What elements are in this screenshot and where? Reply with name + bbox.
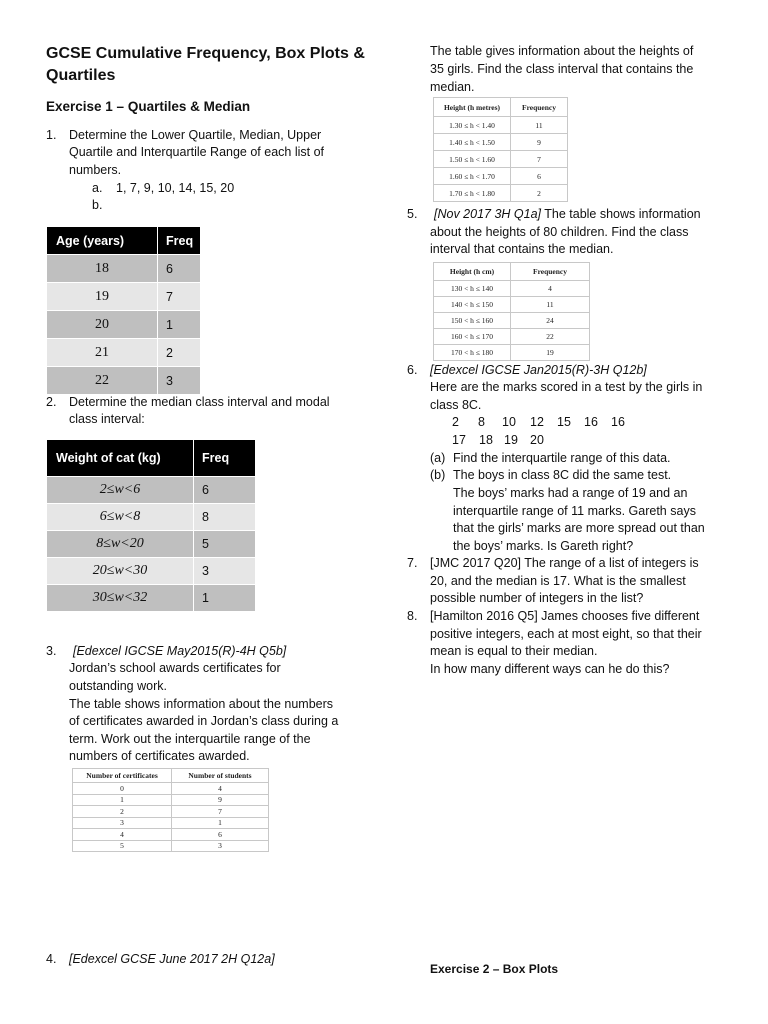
girls-intro-line: 35 girls. Find the class interval that contains the [430,62,694,76]
students-cell: 7 [172,806,269,818]
question-1a-list: 1, 7, 9, 10, 14, 15, 20 [116,181,235,195]
question-6b-text: The boys in class 8C did the same test. [453,468,672,482]
age-table-header-age: Age (years) [47,227,158,255]
table-row [73,840,269,852]
mark-value: 18 [479,433,493,447]
question-1-number: 1. [46,128,57,142]
table-row [73,794,269,806]
frequency-cell: 6 [511,168,568,185]
height-class-cell: 130 < h ≤ 140 [434,281,511,297]
question-6b-line: The boys’ marks had a range of 19 and an [453,486,688,500]
question-5-source: [Nov 2017 3H Q1a] [434,207,542,221]
age-cell: 20 [47,311,158,339]
frequency-cell: 9 [511,134,568,151]
table-row [47,283,201,311]
table-row [434,168,568,185]
question-7-line: 20, and the median is 17. What is the smallest [430,574,686,588]
freq-cell: 7 [158,283,201,311]
table-row [434,185,568,202]
exercise-2-heading: Exercise 2 – Box Plots [430,962,559,976]
frequency-cell: 22 [511,329,590,345]
question-7-line: [JMC 2017 Q20] The range of a list of integers is [430,556,699,570]
table-row [434,151,568,168]
weight-class-cell: 6≤w<8 [47,504,194,531]
girls-intro-line: median. [430,80,475,94]
frequency-header: Frequency [511,98,568,117]
question-8-line: In how many different ways can he do this? [430,662,670,676]
question-2-line: class interval: [69,412,145,426]
freq-cell: 5 [194,531,256,558]
weight-class-cell: 8≤w<20 [47,531,194,558]
question-6b-label: (b) [430,468,446,482]
question-1-line: Quartile and Interquartile Range of each list of [69,145,325,159]
certificates-table [72,768,269,852]
frequency-cell: 2 [511,185,568,202]
question-7-number: 7. [407,556,418,570]
table-row [73,783,269,795]
certificates-cell: 5 [73,840,172,852]
freq-cell: 8 [194,504,256,531]
age-table-header-freq: Freq [158,227,201,255]
students-cell: 9 [172,794,269,806]
question-4-number: 4. [46,952,57,966]
question-6a-text: Find the interquartile range of this data. [453,451,671,465]
question-6-source: [Edexcel IGCSE Jan2015(R)-3H Q12b] [430,363,647,377]
mark-value: 16 [611,415,625,429]
question-3-line: Jordan’s school awards certificates for [69,661,281,675]
table-row [47,477,256,504]
height-class-cell: 170 < h ≤ 180 [434,345,511,361]
certificates-cell: 2 [73,806,172,818]
table-row [47,504,256,531]
mark-value: 17 [452,433,466,447]
freq-cell: 3 [158,367,201,395]
age-cell: 22 [47,367,158,395]
question-8-line: positive integers, each at most eight, so that their [430,627,702,641]
students-cell: 3 [172,840,269,852]
question-6b-line: the boys’ marks. Is Gareth right? [453,539,634,553]
students-cell: 1 [172,817,269,829]
question-3-line: The table shows information about the numbers [69,697,334,711]
students-cell: 6 [172,829,269,841]
question-1-line: numbers. [69,163,122,177]
height-header: Height (h cm) [434,263,511,281]
freq-cell: 2 [158,339,201,367]
worksheet-title-line1: GCSE Cumulative Frequency, Box Plots & [46,45,365,62]
table-row [434,281,590,297]
mark-value: 15 [557,415,571,429]
question-2-number: 2. [46,395,57,409]
frequency-header: Frequency [511,263,590,281]
height-class-cell: 150 < h ≤ 160 [434,313,511,329]
question-1a-label: a. [92,181,103,195]
question-3-line: of certificates awarded in Jordan’s class during a [69,714,339,728]
certificates-cell: 1 [73,794,172,806]
question-6b-line: interquartile range of 11 marks. Gareth says [453,504,696,518]
table-row [434,117,568,134]
freq-cell: 6 [158,255,201,283]
frequency-cell: 19 [511,345,590,361]
frequency-cell: 24 [511,313,590,329]
table-row [434,134,568,151]
age-cell: 21 [47,339,158,367]
question-3-source: [Edexcel IGCSE May2015(R)-4H Q5b] [73,644,287,658]
age-cell: 19 [47,283,158,311]
age-frequency-table [46,226,201,395]
table-row [434,329,590,345]
certificates-header: Number of certificates [73,769,172,783]
question-1-line: Determine the Lower Quartile, Median, Upper [69,128,322,142]
freq-cell: 1 [158,311,201,339]
table-row [47,558,256,585]
table-row [47,367,201,395]
table-row [47,339,201,367]
cat-weight-frequency-table [46,439,256,612]
certificates-cell: 4 [73,829,172,841]
girls-intro-line: The table gives information about the heights of [430,44,694,58]
height-class-cell: 1.30 ≤ h < 1.40 [434,117,511,134]
height-class-cell: 1.60 ≤ h < 1.70 [434,168,511,185]
mark-value: 10 [502,415,516,429]
question-5-number: 5. [407,207,418,221]
mark-value: 8 [478,415,485,429]
mark-value: 19 [504,433,518,447]
question-6-number: 6. [407,363,418,377]
table-row [47,585,256,612]
height-header: Height (h metres) [434,98,511,117]
table-row [434,345,590,361]
mark-value: 16 [584,415,598,429]
question-7-line: possible number of integers in the list? [430,591,644,605]
mark-value: 20 [530,433,544,447]
exercise-1-heading: Exercise 1 – Quartiles & Median [46,99,251,114]
mark-value: 12 [530,415,544,429]
table-row [73,829,269,841]
question-8-line: [Hamilton 2016 Q5] James chooses five different [430,609,700,623]
frequency-cell: 4 [511,281,590,297]
table-row [47,311,201,339]
table-row [47,531,256,558]
table-row [434,297,590,313]
question-6a-label: (a) [430,451,446,465]
weight-class-cell: 2≤w<6 [47,477,194,504]
question-3-line: outstanding work. [69,679,167,693]
height-class-cell: 1.50 ≤ h < 1.60 [434,151,511,168]
question-5-text: The table shows information [541,207,701,221]
certificates-cell: 0 [73,783,172,795]
height-class-cell: 140 < h ≤ 150 [434,297,511,313]
freq-cell: 3 [194,558,256,585]
table-row [73,817,269,829]
question-8-line: mean is equal to their median. [430,644,598,658]
question-3-line: numbers of certificates awarded. [69,749,250,763]
frequency-cell: 7 [511,151,568,168]
question-8-number: 8. [407,609,418,623]
question-6b-line: that the girls’ marks are more spread out than [453,521,705,535]
question-5-line: about the heights of 80 children. Find the class [430,225,689,239]
question-6-line: class 8C. [430,398,482,412]
freq-cell: 1 [194,585,256,612]
question-5-first-line [434,206,701,224]
table-row [434,313,590,329]
children-heights-table [433,262,590,361]
question-1b-label: b. [92,198,103,212]
weight-class-cell: 30≤w<32 [47,585,194,612]
frequency-cell: 11 [511,117,568,134]
frequency-cell: 11 [511,297,590,313]
girls-heights-table [433,97,568,202]
question-4-source: [Edexcel GCSE June 2017 2H Q12a] [69,952,275,966]
question-6-line: Here are the marks scored in a test by the girls in [430,380,703,394]
weight-table-header-freq: Freq [194,440,256,477]
age-cell: 18 [47,255,158,283]
question-3-number: 3. [46,644,57,658]
weight-class-cell: 20≤w<30 [47,558,194,585]
height-class-cell: 1.40 ≤ h < 1.50 [434,134,511,151]
question-5-line: interval that contains the median. [430,242,614,256]
mark-value: 2 [452,415,459,429]
question-3-line: term. Work out the interquartile range of the [69,732,311,746]
question-2-line: Determine the median class interval and modal [69,395,330,409]
height-class-cell: 1.70 ≤ h < 1.80 [434,185,511,202]
students-cell: 4 [172,783,269,795]
weight-table-header-weight: Weight of cat (kg) [47,440,194,477]
worksheet-title-line2: Quartiles [46,67,116,84]
certificates-cell: 3 [73,817,172,829]
students-header: Number of students [172,769,269,783]
height-class-cell: 160 < h ≤ 170 [434,329,511,345]
table-row [73,806,269,818]
table-row [47,255,201,283]
freq-cell: 6 [194,477,256,504]
